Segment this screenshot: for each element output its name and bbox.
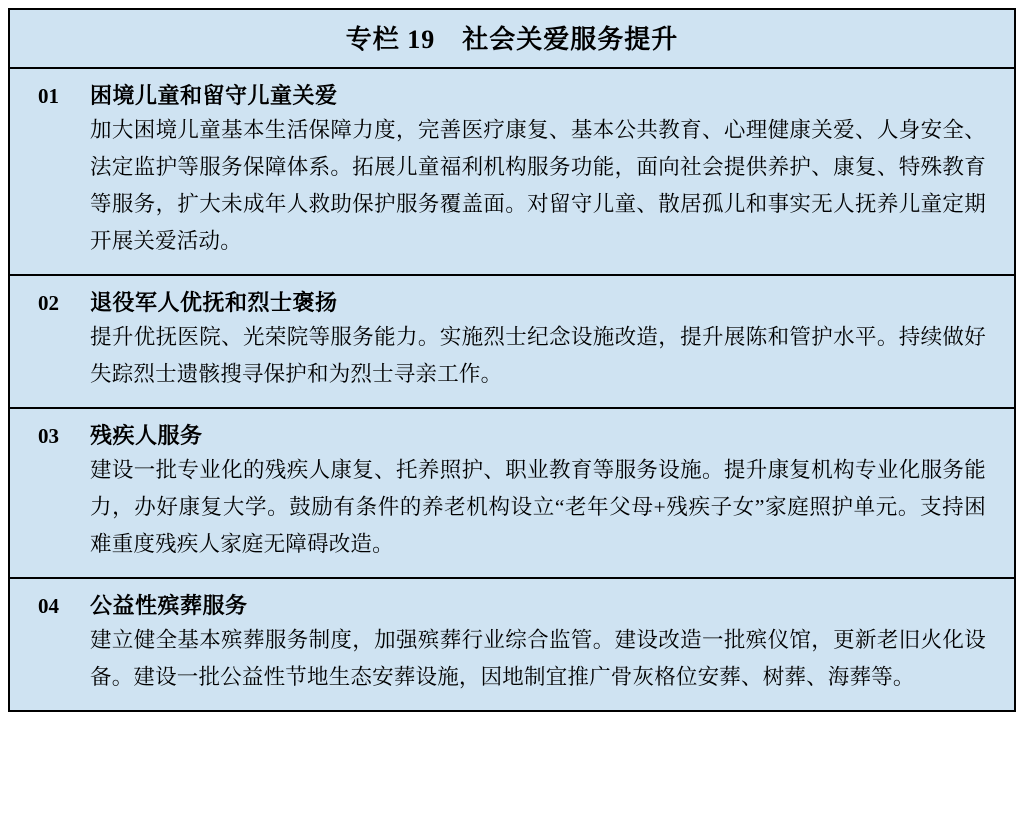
item-number: 01 <box>38 84 59 108</box>
item-number: 03 <box>38 423 59 448</box>
item-header <box>38 419 986 450</box>
item-title: 退役军人优抚和烈士褒扬 <box>90 289 338 315</box>
item-body: 提升优抚医院、光荣院等服务能力。实施烈士纪念设施改造，提升展陈和管护水平。持续做好失踪烈士遗骸搜寻保护和为烈士寻亲工作。 <box>90 324 986 386</box>
item-number: 04 <box>38 593 59 618</box>
list-item <box>10 276 1014 409</box>
list-item <box>10 579 1014 710</box>
page-title: 专栏 19 社会关爱服务提升 <box>345 25 679 54</box>
box-title-row <box>10 10 1014 69</box>
item-body: 建立健全基本殡葬服务制度，加强殡葬行业综合监管。建设改造一批殡仪馆，更新老旧火化设备。建设一批公益性节地生态安葬设施，因地制宜推广骨灰格位安葬、树葬、海葬等。 <box>90 627 986 689</box>
feature-box <box>8 8 1016 712</box>
item-header <box>38 589 986 620</box>
list-item <box>10 69 1014 276</box>
item-header <box>38 286 986 317</box>
list-item <box>10 409 1014 579</box>
item-header <box>38 79 986 110</box>
item-body: 加大困境儿童基本生活保障力度，完善医疗康复、基本公共教育、心理健康关爱、人身安全、法定监护等服务保障体系。拓展儿童福利机构服务功能，面向社会提供养护、康复、特殊教育等服务，扩大未成年人救助保护服务覆盖面。对留守儿童、散居孤儿和事实无人抚养儿童定期开展关爱活动。 <box>90 118 986 253</box>
item-number: 02 <box>38 290 59 315</box>
item-body: 建设一批专业化的残疾人康复、托养照护、职业教育等服务设施。提升康复机构专业化服务能力，办好康复大学。鼓励有条件的养老机构设立“老年父母+残疾子女”家庭照护单元。支持困难重度残疾人家庭无障碍改造。 <box>90 457 986 556</box>
item-title: 困境儿童和留守儿童关爱 <box>90 83 338 108</box>
item-title: 公益性殡葬服务 <box>90 592 248 618</box>
item-title: 残疾人服务 <box>90 422 203 448</box>
